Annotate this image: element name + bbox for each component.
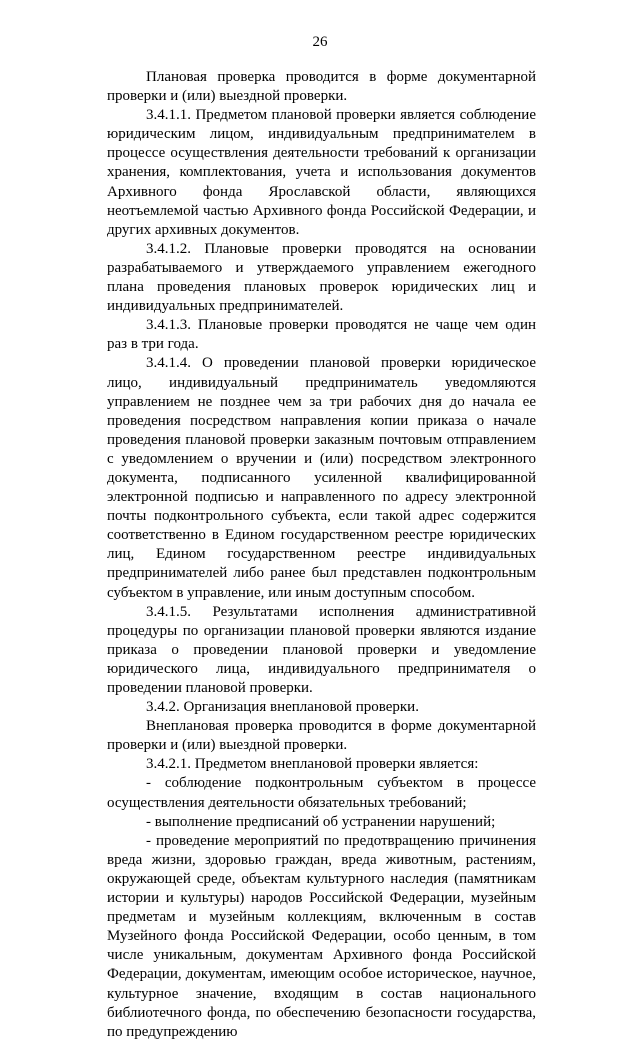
paragraph-3-4-2: 3.4.2. Организация внеплановой проверки. <box>146 699 419 716</box>
paragraph-3-4-1-1: 3.4.1.1. Предметом плановой проверки является соблюдение юридическим лицом, индивидуальным предпринимателем в процессе осуществления деятельности требований к организации хранения, комплектования, учета и использования документов Архивного фонда Ярославской области, являющихся неотъемлемой частью Архивного фонда Российской Федерации, и других архивных документов. <box>107 107 536 238</box>
list-item-orders: - выполнение предписаний об устранении нарушений; <box>146 813 496 830</box>
list-item-compliance: - соблюдение подконтрольным субъектом в процессе осуществления деятельности обязательных требований; <box>107 775 536 811</box>
paragraph-planned-check-form: Плановая проверка проводится в форме документарной проверки и (или) выездной проверки. <box>107 69 536 105</box>
paragraph-unplanned-check-form: Внеплановая проверка проводится в форме документарной проверки и (или) выездной проверки. <box>107 718 536 754</box>
document-body <box>107 68 536 1042</box>
paragraph-3-4-1-4: 3.4.1.4. О проведении плановой проверки юридическое лицо, индивидуальный предприниматель уведомляются управлением не позднее чем за три рабочих дня до начала ее проведения посредством направления копии приказа о начале проведения плановой проверки заказным почтовым отправлением с уведомлением о вручении и (или) посредством электронного документа, подписанного усиленной квалифицированной электронной подписью и направленного по адресу электронной почты подконтрольного субъекта, если такой адрес содержится соответственно в Едином государственном реестре юридических лиц, Едином государственном реестре индивидуальных предпринимателей либо ранее был представлен подконтрольным субъектом в управление, или иным доступным способом. <box>107 355 536 601</box>
paragraph-3-4-1-3: 3.4.1.3. Плановые проверки проводятся не чаще чем один раз в три года. <box>107 317 536 353</box>
paragraph-3-4-2-1: 3.4.2.1. Предметом внеплановой проверки является: <box>146 756 479 773</box>
page-number: 26 <box>312 34 328 50</box>
paragraph-3-4-1-5: 3.4.1.5. Результатами исполнения административной процедуры по организации плановой проверки являются издание приказа о проведении плановой проверки и уведомление юридического лица, индивидуального предпринимателя о проведении плановой проверки. <box>107 603 536 696</box>
paragraph-3-4-1-2: 3.4.1.2. Плановые проверки проводятся на основании разрабатываемого и утверждаемого управлением ежегодного плана проведения плановых проверок юридических лиц и индивидуальных предпринимателей. <box>107 240 536 315</box>
list-item-harm-prevention: - проведение мероприятий по предотвращению причинения вреда жизни, здоровью граждан, вреда животным, растениям, окружающей среде, объектам культурного наследия (памятникам истории и культуры) народов Российской Федерации, музейным предметам и музейным коллекциям, включенным в состав Музейного фонда Российской Федерации, особо ценным, в том числе уникальным, документам Архивного фонда Российской Федерации, документам, имеющим особое историческое, научное, культурное значение, входящим в состав национального библиотечного фонда, по обеспечению безопасности государства, по предупреждению <box>107 832 536 1040</box>
